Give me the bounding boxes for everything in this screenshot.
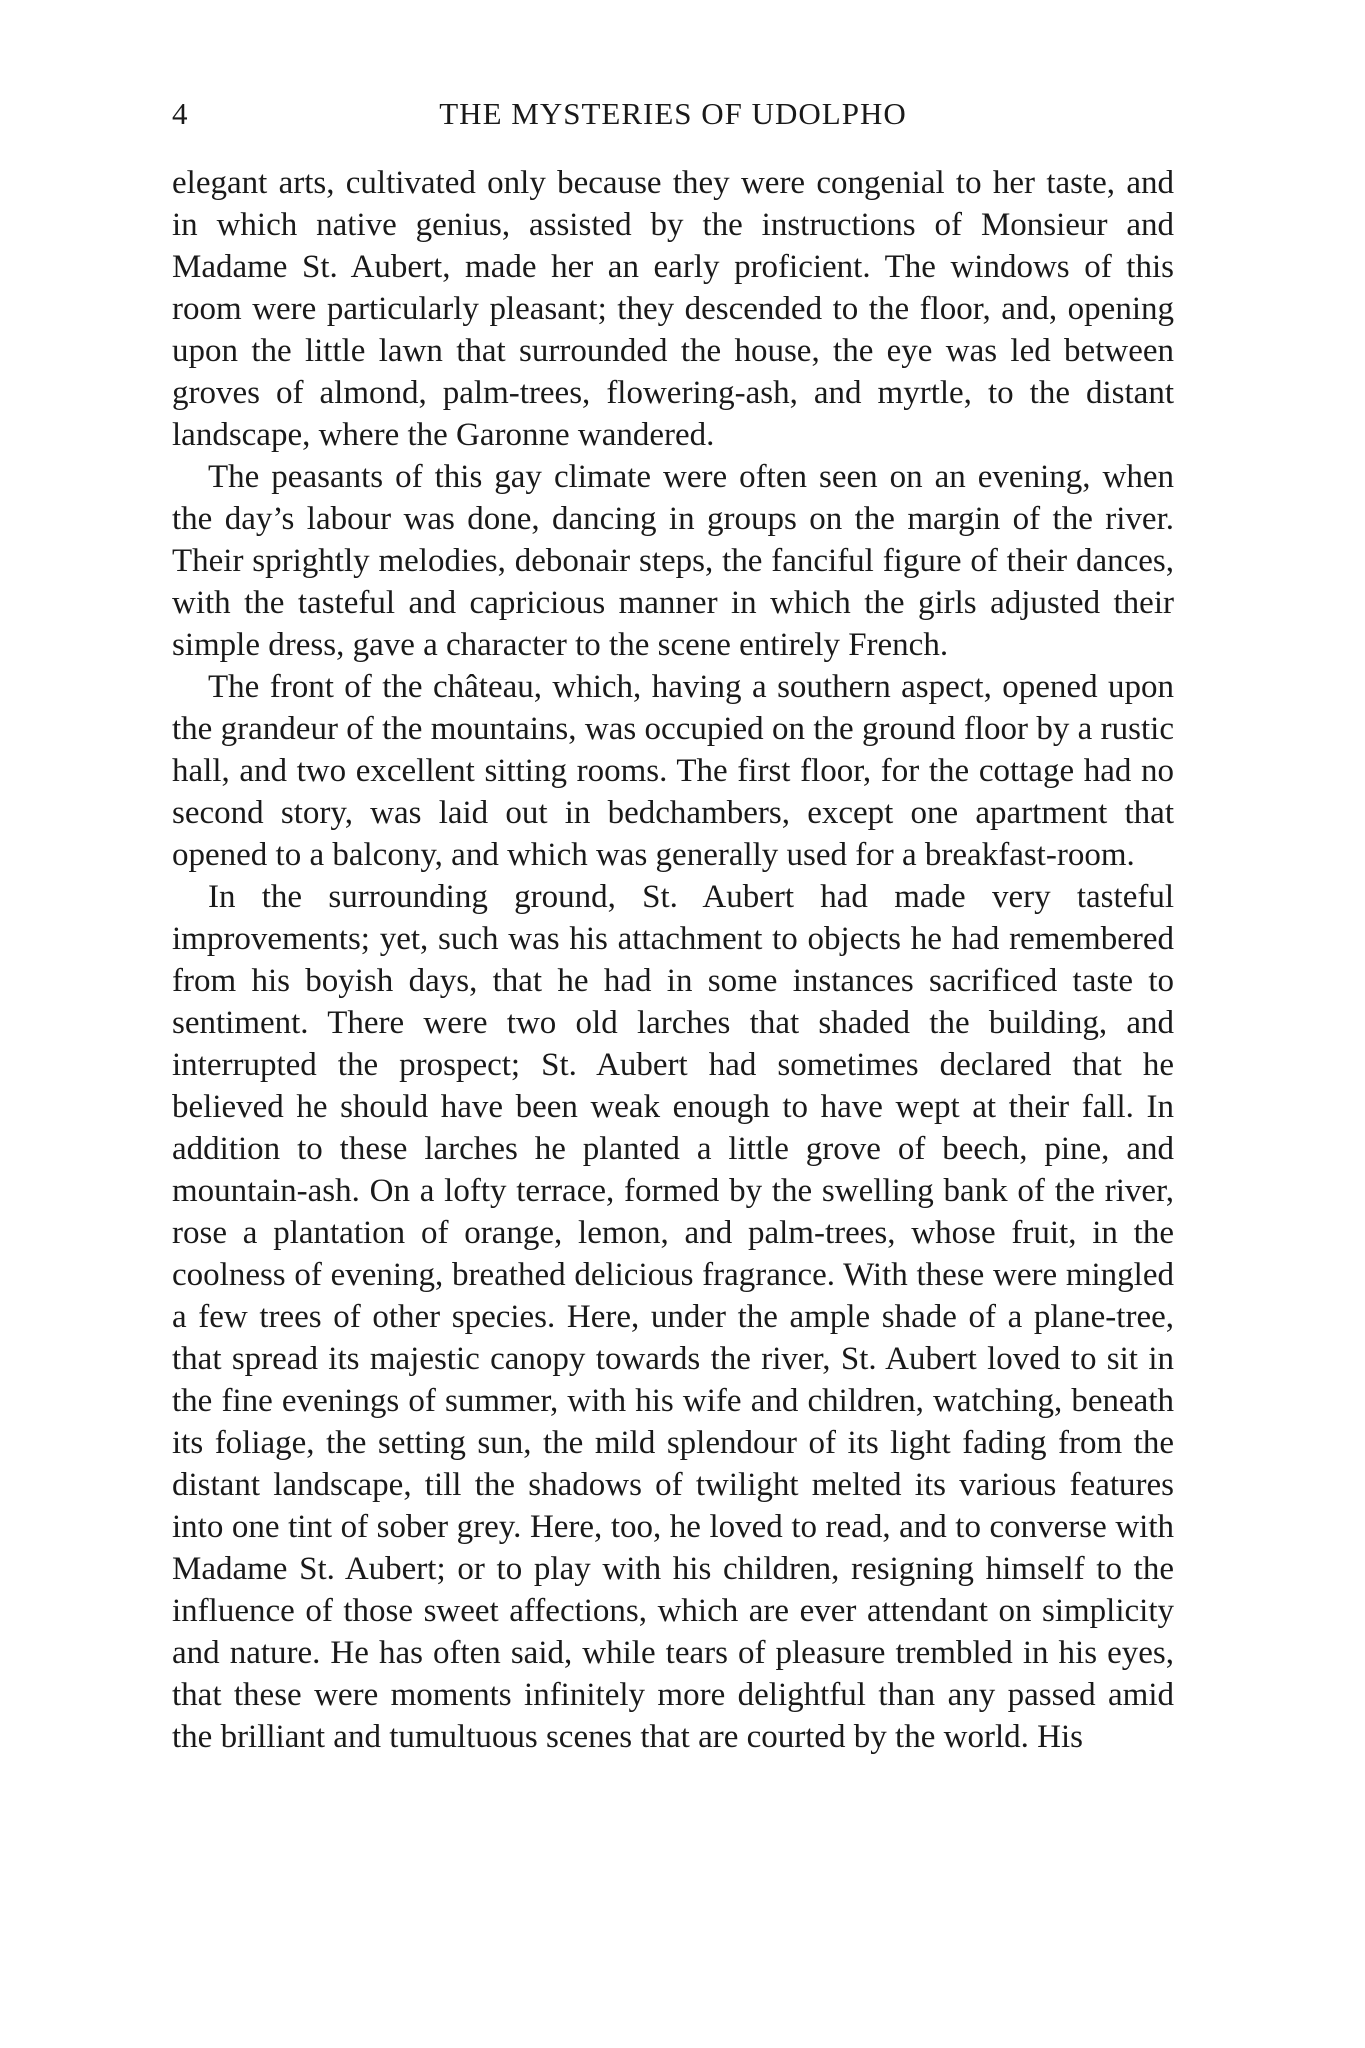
paragraph-1: elegant arts, cultivated only because they were congenial to her taste, and in which native genius, assisted by the instructions of Monsieur and Madame St. Aubert, made her an early proficient. The windows of this room were particularly pleasant; they descended to the floor, and, opening upon the little lawn that surrounded the house, the eye was led between groves of almond, palm-trees, flowering-ash, and myrtle, to the distant landscape, where the Garonne wandered.	[172, 165, 1174, 453]
page-number: 4	[172, 96, 189, 131]
paragraph-3: The front of the château, which, having a southern aspect, opened upon the grandeur of the mountains, was occupied on the ground floor by a rustic hall, and two excellent sitting rooms. The first floor, for the cottage had no second story, was laid out in bedchambers, except one apartment that opened to a balcony, and which was generally used for a breakfast-room.	[172, 669, 1174, 873]
paragraph-2: The peasants of this gay climate were often seen on an evening, when the day’s labour was done, dancing in groups on the margin of the river. Their sprightly melodies, debonair steps, the fanciful figure of their dances, with the tasteful and capricious manner in which the girls adjusted their simple dress, gave a character to the scene entirely French.	[172, 459, 1174, 663]
running-head	[172, 96, 1174, 136]
body-text	[172, 162, 1174, 1758]
paragraph-4: In the surrounding ground, St. Aubert had made very tasteful improvements; yet, such was his attachment to objects he had remembered from his boyish days, that he had in some instances sacrificed taste to sentiment. There were two old larches that shaded the building, and interrupted the prospect; St. Aubert had sometimes declared that he believed he should have been weak enough to have wept at their fall. In addition to these larches he planted a little grove of beech, pine, and mountain-ash. On a lofty terrace, formed by the swelling bank of the river, rose a plantation of orange, lemon, and palm-trees, whose fruit, in the coolness of evening, breathed delicious fragrance. With these were mingled a few trees of other species. Here, under the ample shade of a plane-tree, that spread its majestic canopy towards the river, St. Aubert loved to sit in the fine evenings of summer, with his wife and children, watching, beneath its foliage, the setting sun, the mild splendour of its light fading from the distant landscape, till the shadows of twilight melted its various features into one tint of sober grey. Here, too, he loved to read, and to converse with Madame St. Aubert; or to play with his children, resigning himself to the influence of those sweet affections, which are ever attendant on simplicity and nature. He has often said, while tears of pleasure trembled in his eyes, that these were moments infinitely more delightful than any passed amid the brilliant and tumultuous scenes that are courted by the world. His	[172, 879, 1174, 1755]
running-title: THE MYSTERIES OF UDOLPHO	[439, 96, 907, 131]
